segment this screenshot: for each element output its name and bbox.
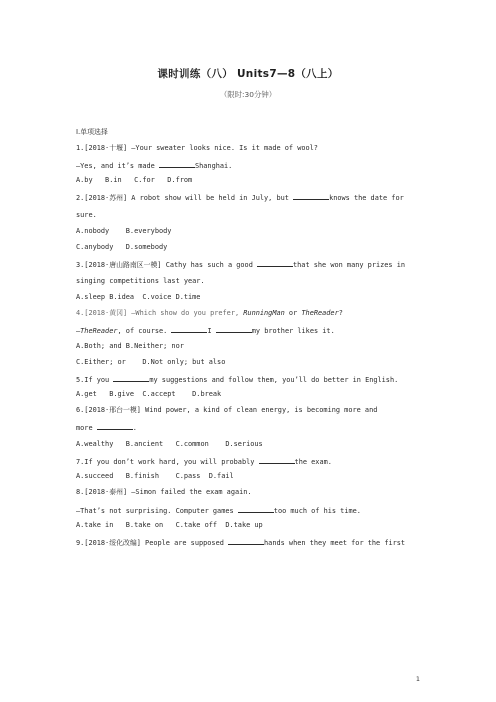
question-1-answer-line: —Yes, and it’s made Shanghai. bbox=[76, 162, 233, 171]
question-7-options: A.succeed B.finish C.pass D.fail bbox=[76, 472, 234, 481]
question-9-stem: 9.[2018·绥化改编] People are supposed hands when they meet for the first bbox=[76, 538, 406, 547]
answer-blank bbox=[228, 538, 264, 545]
time-limit: （限时:30分钟） bbox=[219, 90, 277, 99]
question-3-stem: 3.[2018·唐山路南区一模] Cathy has such a good that she won many prizes in singing competitions last year. bbox=[76, 260, 406, 286]
answer-blank bbox=[216, 326, 252, 333]
answer-blank bbox=[97, 423, 133, 430]
question-8-answer-line: —That’s not surprising. Computer games too much of his time. bbox=[76, 506, 361, 515]
answer-blank bbox=[238, 506, 274, 513]
question-7-stem: 7.If you don’t work hard, you will probably the exam. bbox=[76, 458, 332, 467]
question-8-stem: 8.[2018·泰州] —Simon failed the exam again. bbox=[76, 488, 252, 497]
question-2-options-row-1: A.nobody B.everybody bbox=[76, 226, 172, 235]
question-2-stem: 2.[2018·苏州] A robot show will be held in July, but knows the date for sure. bbox=[76, 194, 404, 219]
question-5-options: A.get B.give C.accept D.break bbox=[76, 389, 222, 398]
question-8-options: A.take in B.take on C.take off D.take up bbox=[76, 520, 263, 529]
answer-blank bbox=[259, 457, 295, 464]
answer-blank bbox=[159, 161, 195, 168]
question-6-options: A.wealthy B.ancient C.common D.serious bbox=[76, 440, 263, 449]
question-3-options: A.sleep B.idea C.voice D.time bbox=[76, 293, 201, 302]
question-1-options: A.by B.in C.for D.from bbox=[76, 176, 193, 185]
question-4-answer-line: —TheReader, of course. I my brother likes it. bbox=[76, 327, 335, 336]
question-1-stem: 1.[2018·十堰] —Your sweater looks nice. Is it made of wool? bbox=[76, 144, 318, 153]
page-title: 课时训练（八） Units7—8（八上） bbox=[157, 68, 339, 80]
page-number: 1 bbox=[415, 675, 420, 683]
question-4-stem: 4.[2018·黄冈] —Which show do you prefer, RunningMan or TheReader? bbox=[76, 309, 343, 318]
question-2-options-row-2: C.anybody D.somebody bbox=[76, 242, 168, 251]
question-6-stem: 6.[2018·邢台一模] Wind power, a kind of clean energy, is becoming more and more . bbox=[76, 405, 378, 433]
question-4-options-row-1: A.Both; and B.Neither; nor bbox=[76, 341, 184, 350]
answer-blank bbox=[293, 193, 329, 200]
question-4-options-row-2: C.Either; or D.Not only; but also bbox=[76, 357, 226, 366]
answer-blank bbox=[113, 375, 149, 382]
section-heading: Ⅰ.单项选择 bbox=[76, 128, 108, 136]
question-5-stem: 5.If you my suggestions and follow them, you’ll do better in English. bbox=[76, 375, 399, 384]
answer-blank bbox=[171, 326, 207, 333]
exercise-content bbox=[76, 129, 424, 554]
answer-blank bbox=[257, 260, 293, 267]
